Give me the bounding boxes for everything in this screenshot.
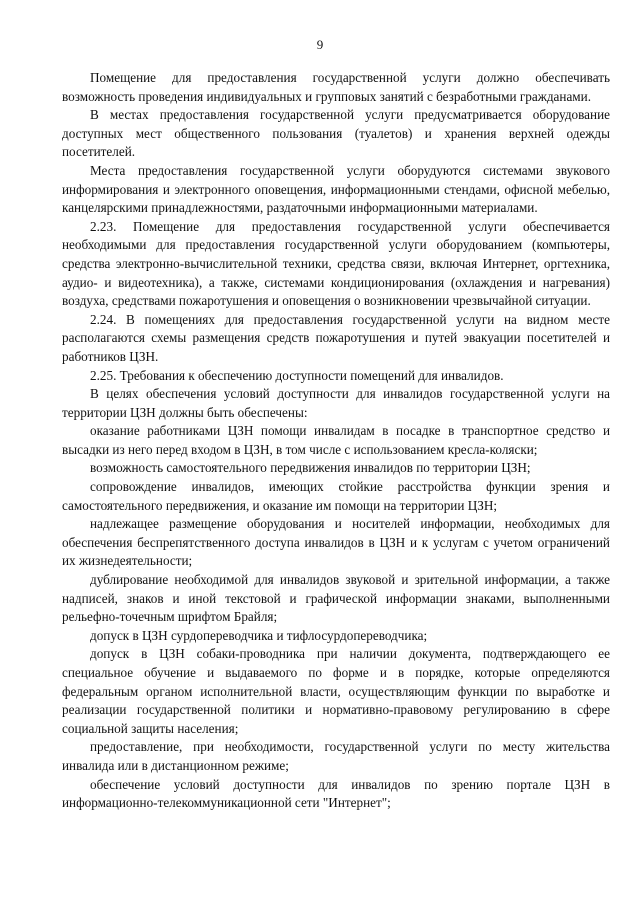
list-item-equipment-placement: надлежащее размещение оборудования и носителей информации, необходимых для обеспечения беспрепятственного доступа инвалидов в ЦЗН и к услугам с учетом ограничений их жизнедеятельности;: [62, 516, 610, 569]
paragraph-informing-systems: Места предоставления государственной услуги оборудуются системами звукового информирования и электронного оповещения, информационными стендами, офисной мебелью, канцелярскими принадлежностями, раздаточными информационными материалами.: [62, 162, 610, 216]
list-item-boarding-assistance: оказание работниками ЦЗН помощи инвалидам в посадке в транспортное средство и высадки из него перед входом в ЦЗН, в том числе с использованием кресла-коляски;: [62, 423, 610, 457]
paragraph-section-2-25: 2.25. Требования к обеспечению доступности помещений для инвалидов.: [90, 367, 504, 383]
paragraph-section-2-23: 2.23. Помещение для предоставления государственной услуги обеспечивается необходимыми для предоставления государственной услуги оборудованием (компьютеры, средства электронно-вычислительной техники, средства связи, включая Интернет, оргтехника, аудио- и видеотехника), а также, системами кондиционирования (охлаждения и нагревания) воздуха, средствами пожаротушения и оповещения о возникновении чрезвычайной ситуации.: [62, 218, 610, 309]
paragraph-accessibility-intro: В целях обеспечения условий доступности для инвалидов государственной услуги на территории ЦЗН должны быть обеспечены:: [62, 386, 610, 420]
list-item-guide-dog: допуск в ЦЗН собаки-проводника при наличии документа, подтверждающего ее специальное обучение и выдаваемого по форме и в порядке, которые определяются федеральным органом исполнительной власти, осуществляющим функции по выработке и реализации государственной политики и нормативно-правовому регулированию в сфере социальной защиты населения;: [62, 646, 610, 736]
list-item-escort: сопровождение инвалидов, имеющих стойкие расстройства функции зрения и самостоятельного передвижения, и оказание им помощи на территории ЦЗН;: [62, 479, 610, 513]
paragraph-public-facilities: В местах предоставления государственной услуги предусматривается оборудование доступных мест общественного пользования (туалетов) и хранения верхней одежды посетителей.: [62, 107, 610, 160]
list-item-independent-movement: возможность самостоятельного передвижения инвалидов по территории ЦЗН;: [90, 460, 531, 476]
list-item-sign-interpreter: допуск в ЦЗН сурдопереводчика и тифлосурдопереводчика;: [90, 627, 428, 643]
list-item-visually-impaired-portal: обеспечение условий доступности для инвалидов по зрению портале ЦЗН в информационно-телекоммуникационной сети "Интернет";: [62, 776, 610, 811]
list-item-remote-service: предоставление, при необходимости, государственной услуги по месту жительства инвалида или в дистанционном режиме;: [62, 739, 610, 773]
document-body: [62, 69, 610, 813]
paragraph-section-2-24: 2.24. В помещениях для предоставления государственной услуги на видном месте располагаются схемы размещения средств пожаротушения и путей эвакуации посетителей и работников ЦЗН.: [62, 311, 610, 364]
paragraph-premises-group-sessions: Помещение для предоставления государственной услуги должно обеспечивать возможность проведения индивидуальных и групповых занятий с безработными гражданами.: [62, 70, 610, 104]
page-number: 9: [316, 37, 324, 52]
list-item-braille-duplication: дублирование необходимой для инвалидов звуковой и зрительной информации, а также надписей, знаков и иной текстовой и графической информации знаками, выполненными рельефно-точечным шрифтом Брайля;: [62, 572, 610, 625]
